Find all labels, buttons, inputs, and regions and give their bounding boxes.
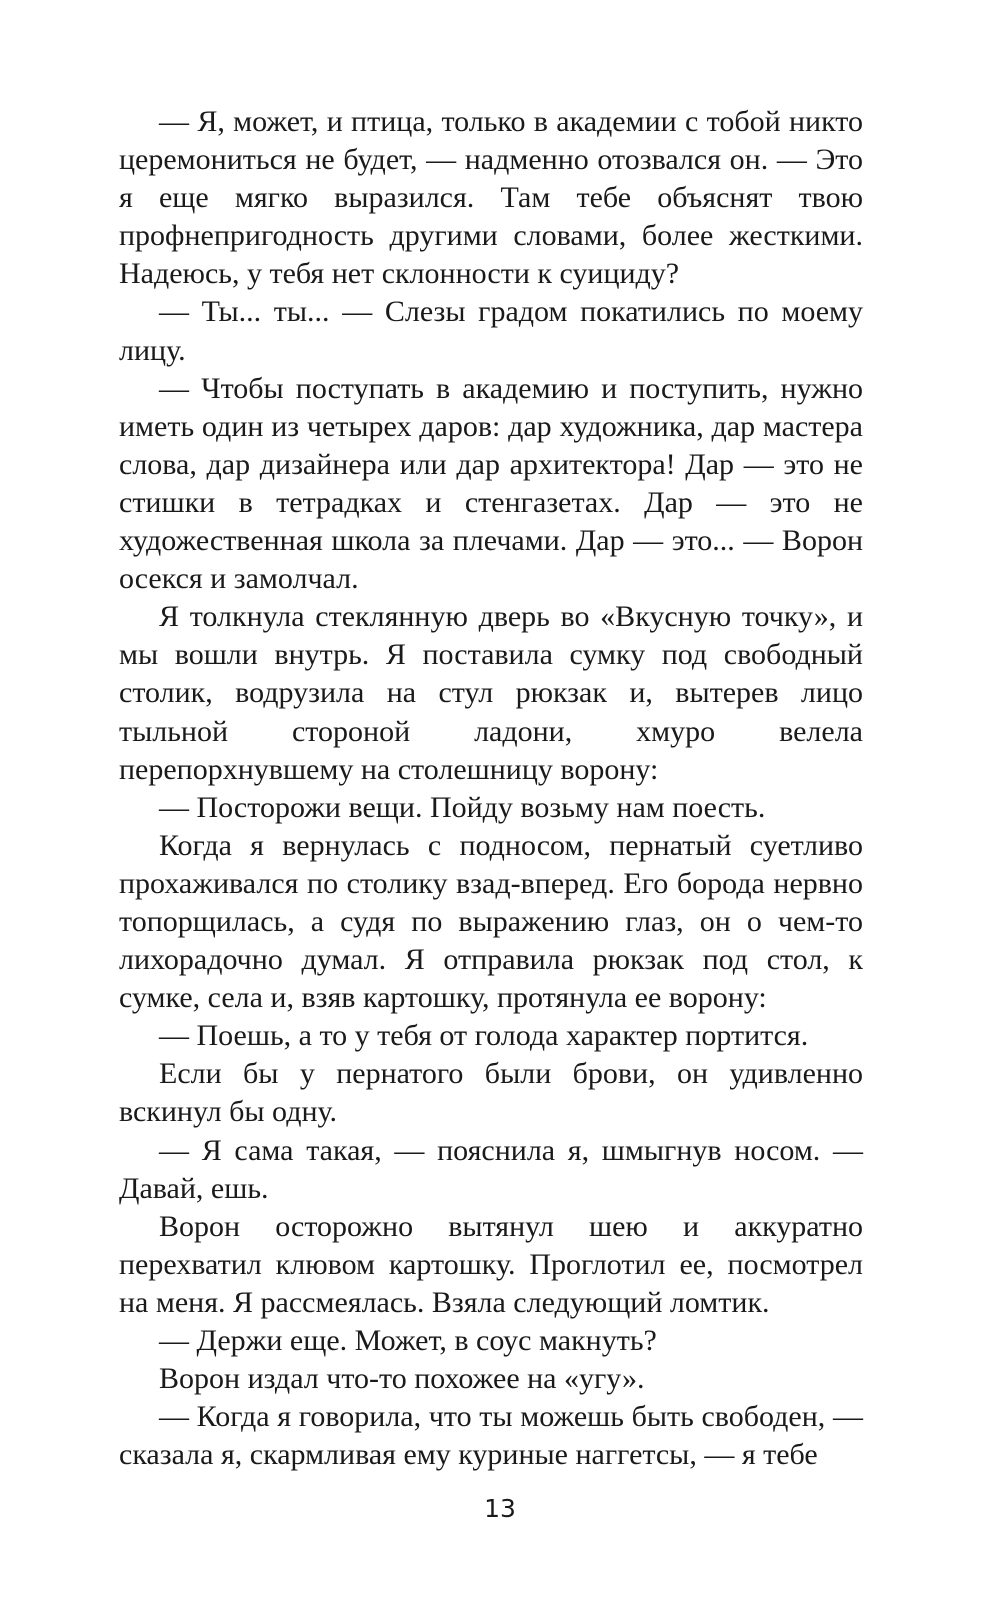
- body-text: [119, 103, 863, 1474]
- paragraph: — Я сама такая, — пояснила я, шмыгнув носом. — Давай, ешь.: [119, 1133, 863, 1205]
- paragraph: Ворон осторожно вытянул шею и аккуратно перехватил клювом картошку. Проглотил ее, посмотрел на меня. Я рассмеялась. Взяла следующий ломтик.: [119, 1209, 863, 1319]
- page-number: 13: [484, 1494, 516, 1523]
- paragraph: — Поешь, а то у тебя от голода характер портится.: [159, 1019, 809, 1053]
- paragraph: — Чтобы поступать в академию и поступить, нужно иметь один из четырех даров: дар художника, дар мастера слова, дар дизайнера или дар архитектора! Дар — это не стишки в тетрадках и стенгазетах. Дар — это не художественная школа за плечами. Дар — это... — Ворон осекся и замолчал.: [119, 371, 863, 596]
- paragraph: Я толкнула стеклянную дверь во «Вкусную точку», и мы вошли внутрь. Я поставила сумку под свободный столик, водрузила на стул рюкзак и, вытерев лицо тыльной стороной ладони, хмуро велела перепорхнувшему на столешницу ворону:: [119, 600, 863, 786]
- paragraph: Когда я вернулась с подносом, пернатый суетливо прохаживался по столику взад-вперед. Его борода нервно топорщилась, а судя по выражению глаз, он о чем-то лихорадочно думал. Я отправила рюкзак под стол, к сумке, села и, взяв картошку, протянула ее ворону:: [119, 828, 863, 1015]
- paragraph: — Когда я говорила, что ты можешь быть свободен, — сказала я, скармливая ему куриные наггетсы, — я тебе: [119, 1400, 863, 1472]
- paragraph: — Ты... ты... — Слезы градом покатились по моему лицу.: [119, 295, 863, 367]
- paragraph: — Держи еще. Может, в соус макнуть?: [159, 1324, 657, 1357]
- paragraph: — Посторожи вещи. Пойду возьму нам поесть.: [159, 790, 766, 824]
- paragraph: Ворон издал что-то похожее на «угу».: [159, 1362, 645, 1396]
- paragraph: Если бы у пернатого были брови, он удивленно вскинул бы одну.: [119, 1057, 863, 1129]
- paragraph: — Я, может, и птица, только в академии с тобой никто церемониться не будет, — надменно отозвался он. — Это я еще мягко выразился. Там тебе объяснят твою профнепригодность другими словами, более жесткими. Надеюсь, у тебя нет склонности к суициду?: [119, 105, 863, 291]
